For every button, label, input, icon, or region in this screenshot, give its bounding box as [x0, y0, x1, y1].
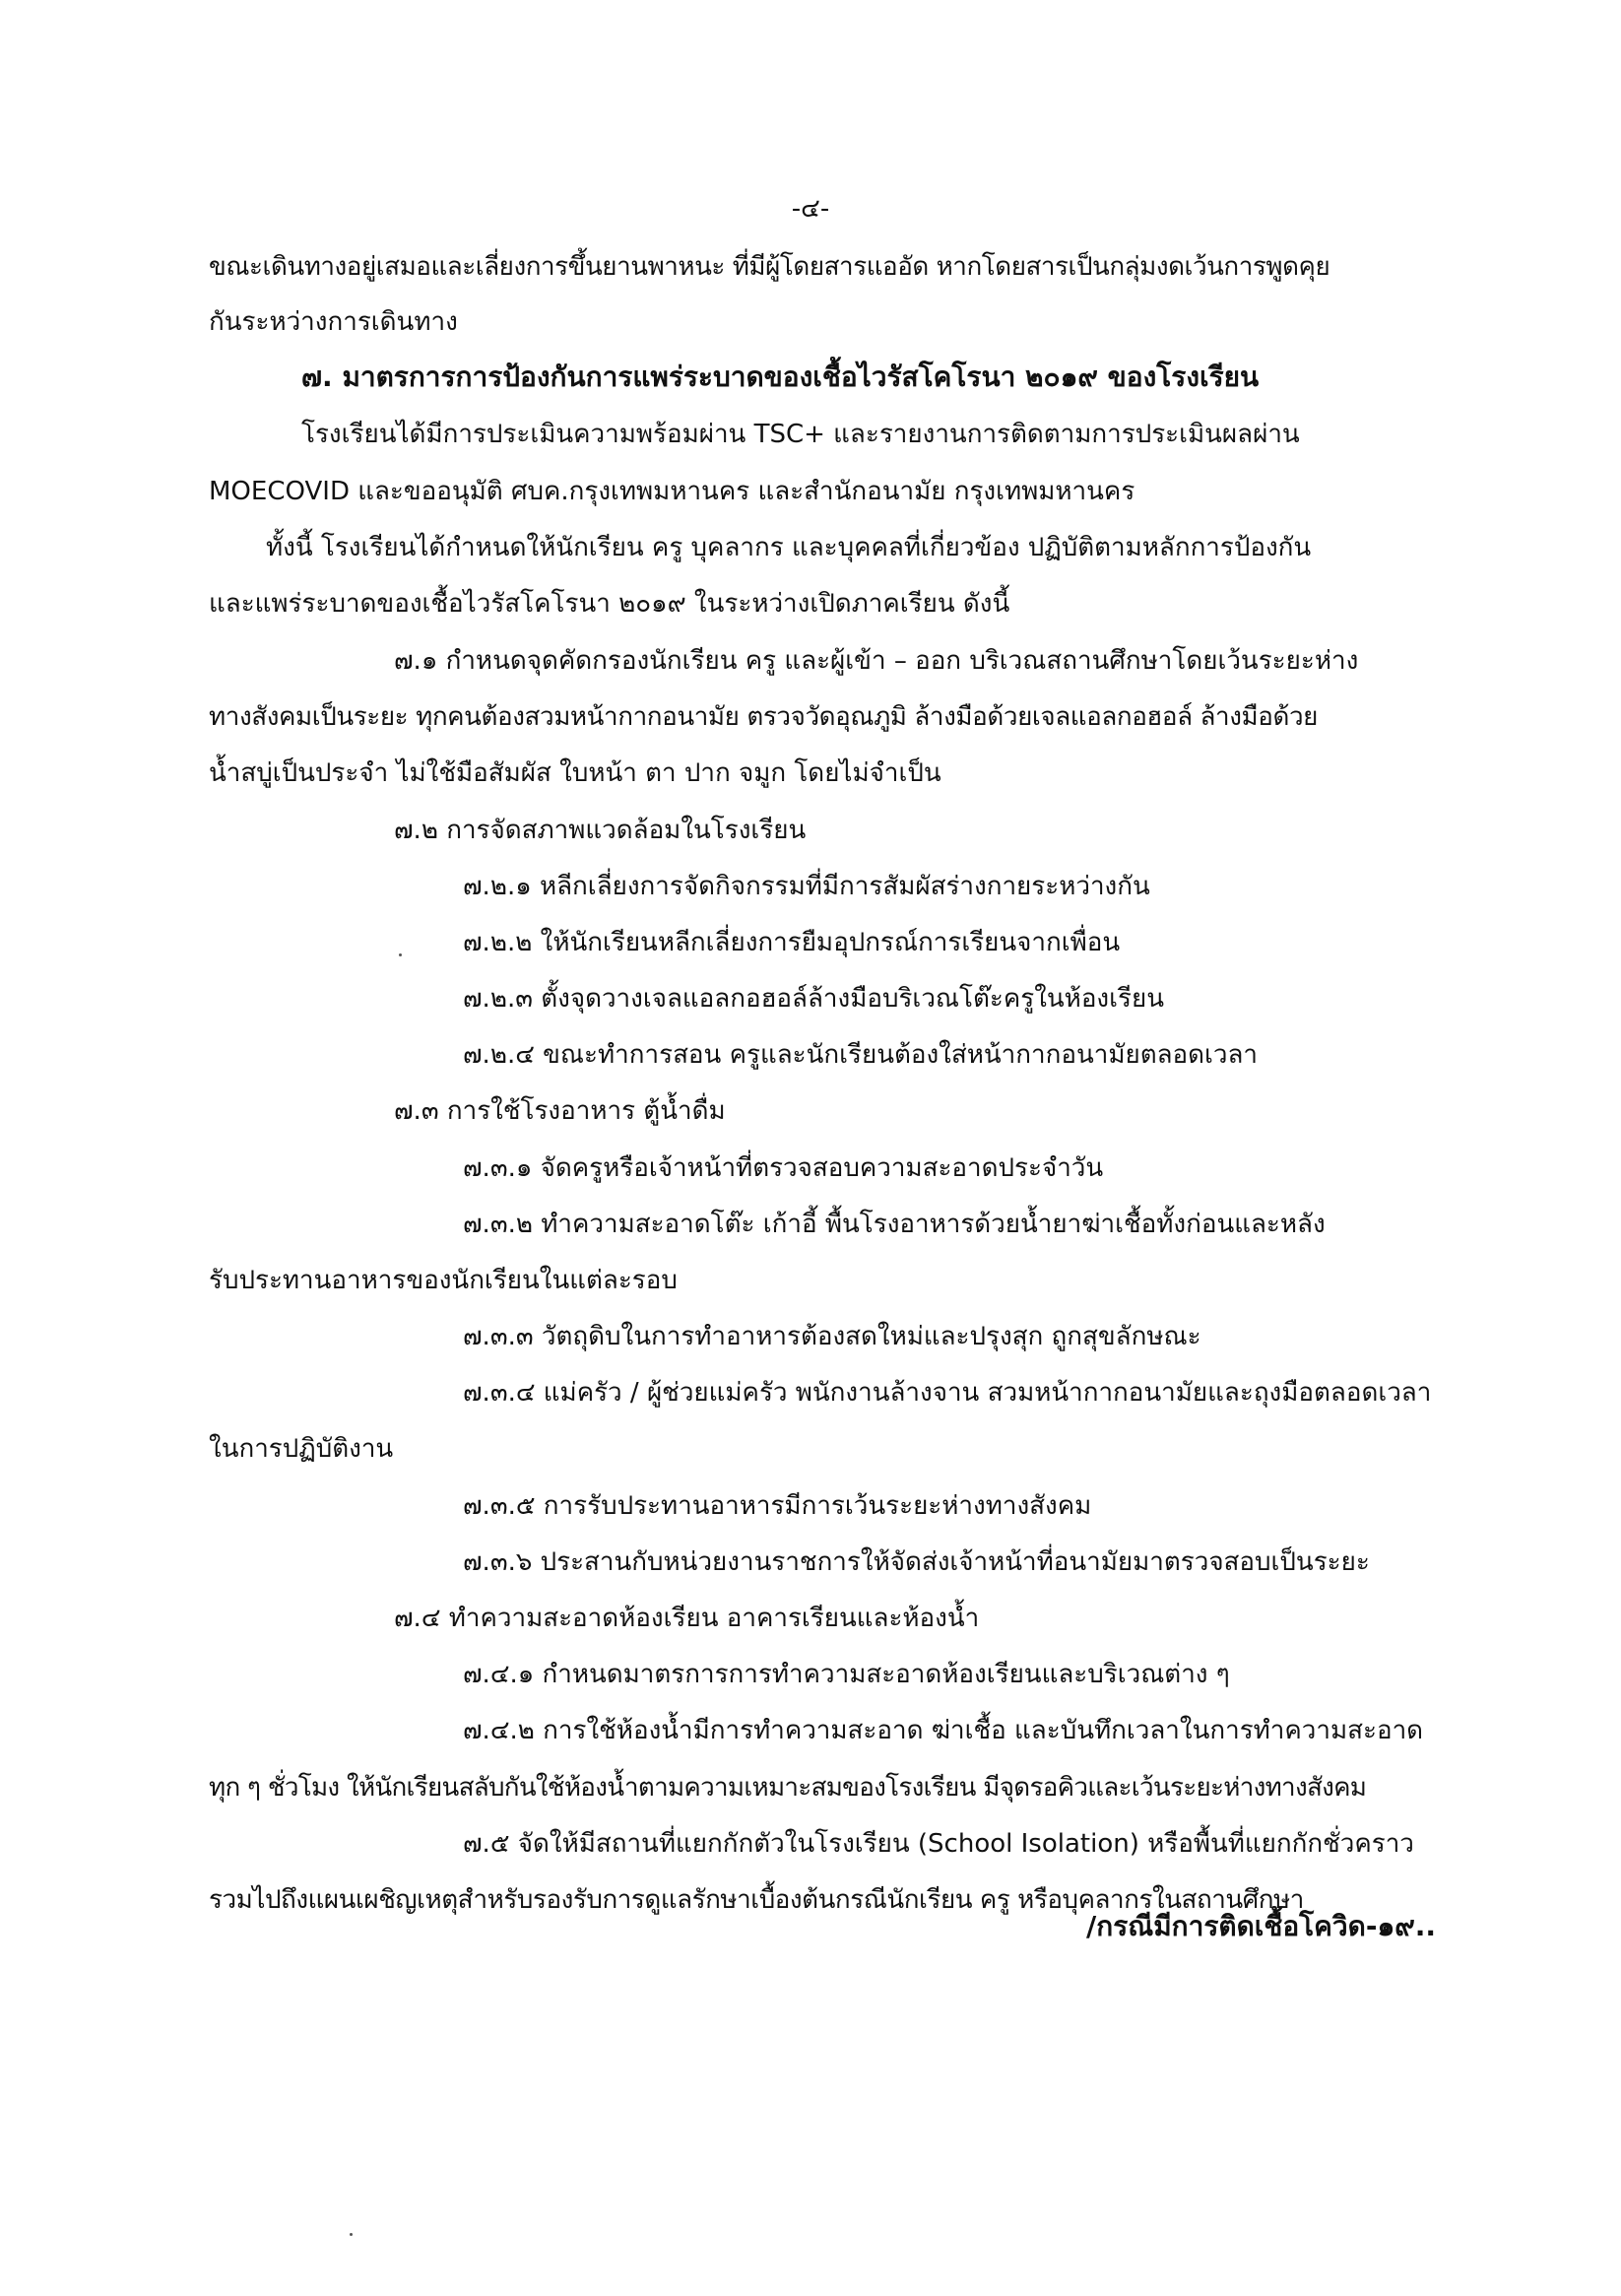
paragraph-line: กันระหว่างการเดินทาง	[209, 307, 458, 337]
scan-speck	[350, 2233, 353, 2236]
item-7-4-1: ๗.๔.๑ กำหนดมาตรการการทำความสะอาดห้องเรียนและบริเวณต่าง ๆ	[463, 1660, 1230, 1689]
paragraph-line: ขณะเดินทางอยู่เสมอและเลี่ยงการขึ้นยานพาหนะ ที่มีผู้โดยสารแออัด หากโดยสารเป็นกลุ่มงดเว้นการพูดคุย	[209, 252, 1330, 282]
item-7-2: ๗.๒ การจัดสภาพแวดล้อมในโรงเรียน	[394, 816, 807, 845]
paragraph-line: โรงเรียนได้มีการประเมินความพร้อมผ่าน TSC+ และรายงานการติดตามการประเมินผลผ่าน	[301, 420, 1300, 449]
item-7-3-6: ๗.๓.๖ ประสานกับหน่วยงานราชการให้จัดส่งเจ้าหน้าที่อนามัยมาตรวจสอบเป็นระยะ	[463, 1547, 1370, 1577]
paragraph-line: และแพร่ระบาดของเชื้อไวรัสโคโรนา ๒๐๑๙ ในระหว่างเปิดภาคเรียน ดังนี้	[209, 589, 1010, 619]
item-7-2-1: ๗.๒.๑ หลีกเลี่ยงการจัดกิจกรรมที่มีการสัมผัสร่างกายระหว่างกัน	[463, 872, 1150, 901]
item-7-4-2: ๗.๔.๒ การใช้ห้องน้ำมีการทำความสะอาด ฆ่าเชื้อ และบันทึกเวลาในการทำความสะอาด	[463, 1716, 1424, 1745]
paragraph-line: ทุก ๆ ชั่วโมง ให้นักเรียนสลับกันใช้ห้องน้ำตามความเหมาะสมของโรงเรียน มีจุดรอคิวและเว้นระยะห่างทางสังคม	[209, 1773, 1367, 1803]
item-7-2-3: ๗.๒.๓ ตั้งจุดวางเจลแอลกอฮอล์ล้างมือบริเวณโต๊ะครูในห้องเรียน	[463, 984, 1164, 1014]
paragraph-line: MOECOVID และขออนุมัติ ศบค.กรุงเทพมหานคร และสำนักอนามัย กรุงเทพมหานคร	[209, 477, 1135, 506]
page-number: -๔-	[791, 194, 830, 224]
paragraph-line: ทั้งนี้ โรงเรียนได้กำหนดให้นักเรียน ครู บุคลากร และบุคคลที่เกี่ยวข้อง ปฏิบัติตามหลักการป้องกัน	[266, 533, 1312, 562]
item-7-2-4: ๗.๒.๔ ขณะทำการสอน ครูและนักเรียนต้องใส่หน้ากากอนามัยตลอดเวลา	[463, 1040, 1259, 1070]
paragraph-line: รับประทานอาหารของนักเรียนในแต่ละรอบ	[209, 1266, 678, 1295]
paragraph-line: ในการปฏิบัติงาน	[209, 1434, 394, 1464]
scan-speck	[399, 953, 402, 956]
paragraph-line: รวมไปถึงแผนเผชิญเหตุสำหรับรองรับการดูแลรักษาเบื้องต้นกรณีนักเรียน ครู หรือบุคลากรในสถานศึกษา	[209, 1885, 1304, 1915]
continuation-reference: /กรณีมีการติดเชื้อโควิด-๑๙..	[1086, 1910, 1436, 1942]
paragraph-line: ทางสังคมเป็นระยะ ทุกคนต้องสวมหน้ากากอนามัย ตรวจวัดอุณภูมิ ล้างมือด้วยเจลแอลกอฮอล์ ล้างมือด้วย	[209, 702, 1319, 732]
item-7-5: ๗.๕ จัดให้มีสถานที่แยกกักตัวในโรงเรียน (School Isolation) หรือพื้นที่แยกกักชั่วคราว	[463, 1829, 1414, 1859]
section-7-heading: ๗. มาตรการการป้องกันการแพร่ระบาดของเชื้อไวรัสโคโรนา ๒๐๑๙ ของโรงเรียน	[301, 361, 1260, 393]
item-7-3-2: ๗.๓.๒ ทำความสะอาดโต๊ะ เก้าอี้ พื้นโรงอาหารด้วยน้ำยาฆ่าเชื้อทั้งก่อนและหลัง	[463, 1210, 1326, 1239]
item-7-1: ๗.๑ กำหนดจุดคัดกรองนักเรียน ครู และผู้เข้า – ออก บริเวณสถานศึกษาโดยเว้นระยะห่าง	[394, 646, 1359, 676]
item-7-3-3: ๗.๓.๓ วัตถุดิบในการทำอาหารต้องสดใหม่และปรุงสุก ถูกสุขลักษณะ	[463, 1322, 1201, 1351]
item-7-3-5: ๗.๓.๕ การรับประทานอาหารมีการเว้นระยะห่างทางสังคม	[463, 1491, 1092, 1521]
item-7-3-4: ๗.๓.๔ แม่ครัว / ผู้ช่วยแม่ครัว พนักงานล้างจาน สวมหน้ากากอนามัยและถุงมือตลอดเวลา	[463, 1378, 1432, 1408]
item-7-3: ๗.๓ การใช้โรงอาหาร ตู้น้ำดื่ม	[394, 1096, 726, 1126]
item-7-2-2: ๗.๒.๒ ให้นักเรียนหลีกเลี่ยงการยืมอุปกรณ์การเรียนจากเพื่อน	[463, 928, 1121, 957]
paragraph-line: น้ำสบู่เป็นประจำ ไม่ใช้มือสัมผัส ใบหน้า ตา ปาก จมูก โดยไม่จำเป็น	[209, 758, 941, 788]
item-7-4: ๗.๔ ทำความสะอาดห้องเรียน อาคารเรียนและห้องน้ำ	[394, 1604, 980, 1633]
item-7-3-1: ๗.๓.๑ จัดครูหรือเจ้าหน้าที่ตรวจสอบความสะอาดประจำวัน	[463, 1153, 1104, 1183]
